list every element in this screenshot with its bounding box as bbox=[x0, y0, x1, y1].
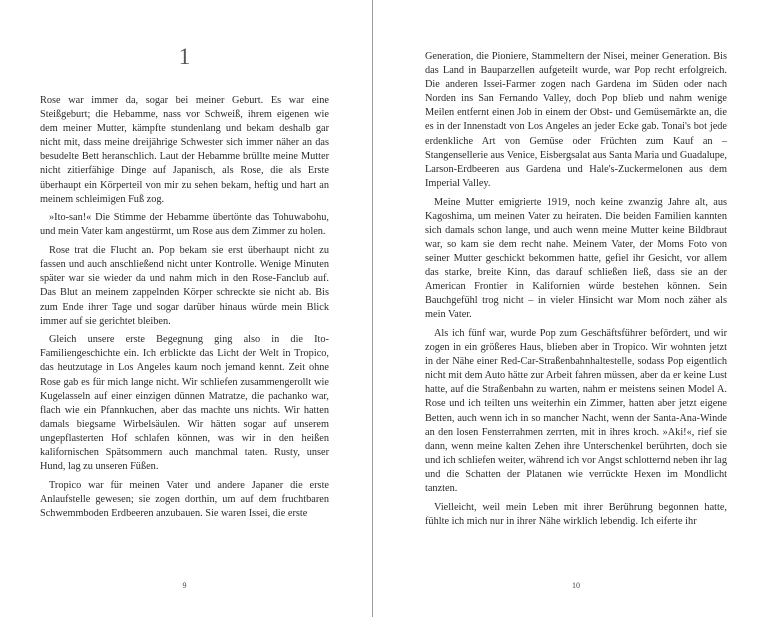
paragraph: Rose war immer da, sogar bei meiner Geburt. Es war eine Steißgeburt; die Hebamme, nass vor Schweiß, ihrem eigenen wie dem meiner Mutter, kämpfte stundenlang und bekam deshalb gar nicht mit, dass meine dreijährige Schwester sich immer näher an das besudelte Bett heranschlich. Laut der Hebamme brüllte meine Mutter nicht zitierfähige Dinge auf Japanisch, als Rose, die als Erste überhaupt ein Körperteil von mir zu sehen bekam, heftig und hart an meinem schleimigen Fuß zog. bbox=[40, 95, 329, 205]
paragraph: »Ito-san!« Die Stimme der Hebamme übertönte das Tohuwabohu, und mein Vater kam angestürmt, um Rose aus dem Zimmer zu holen. bbox=[40, 212, 329, 238]
page-gutter-divider bbox=[372, 0, 373, 617]
paragraph: Generation, die Pioniere, Stammeltern der Nisei, meiner Generation. Bis das Land in Bauparzellen aufgeteilt wurde, war Pop recht erfolgreich. Die anderen Issei-Farmer zogen nach Gardena im Süden oder nach Norden ins San Fernando Valley, doch Pop blieb und nahm wenige Meilen entfernt einen Job in einem der Obst- und Gemüsemärkte an, die es in der Innenstadt von Los Angeles an jeder Ecke gab. Tonai's bot jede erdenkliche Art von Gemüse oder Früchten zum Kauf an – Stangensellerie aus Venice, Eisbergsalat aus Santa Maria und Guadalupe, Larson-Erdbeeren aus Gardena und Hale's-Zuckermelonen aus dem Imperial Valley. bbox=[425, 51, 727, 189]
paragraph: Als ich fünf war, wurde Pop zum Geschäftsführer befördert, und wir zogen in ein größeres Haus, blieben aber in Tropico. Wir wohnten jetzt in der Nähe einer Red-Car-Straßenbahnhaltestelle, sodass Pop eigentlich nicht mit dem Auto hätte zur Arbeit fahren müssen, aber da er keine Lust hatte, auf die Straßenbahn zu warten, nahm er meistens seinen Model A. Rose und ich teilten uns weiterhin ein Zimmer, hatten aber jetzt eigene Betten, auch wenn ich in so mancher Nacht, wenn der Santa-Ana-Winde an den losen Fensterrahmen zerrten, mit in ihres kroch. »Aki!«, rief sie dann, wenn meine kalten Zehen ihre Unterschenkel berührten, doch sie und ich schliefen weiter, während ich vor Angst schlotternd neben ihr lag und die Schatten der Platanen wie verrückte Hexen im Mondlicht tanzten. bbox=[425, 327, 727, 494]
paragraph: Tropico war für meinen Vater und andere Japaner die erste Anlaufstelle gewesen; sie zogen dorthin, um auf dem fruchtbaren Schwemmboden Erdbeeren anzubauen. Sie waren Issei, die erste bbox=[40, 479, 329, 519]
page-number-left: 9 bbox=[182, 581, 187, 590]
paragraph: Rose trat die Flucht an. Pop bekam sie erst überhaupt nicht zu fassen und auch anschließend nicht unter Kontrolle. Wenige Minuten später war sie wieder da und nahm mich in den Rose-Fanclub auf. Das Blut an meinem zappelnden Körper schreckte sie nicht ab. Bis zum Ende ihrer Tage und sogar darüber hinaus würde mein Blick immer auf sie gerichtet bleiben. bbox=[40, 245, 329, 327]
left-page bbox=[40, 0, 329, 617]
paragraph: Meine Mutter emigrierte 1919, noch keine zwanzig Jahre alt, aus Kagoshima, um meinen Vater zu heiraten. Die beiden Familien kannten sich damals schon lange, und auch wenn meine Mutter keine Bildbraut war, so kam sie dem recht nahe. Meinem Vater, der Moms Foto von seiner Mutter geschickt bekommen hatte, gefiel ihr Gesicht, vor allem das starke, breite Kinn, das darauf schließen ließ, dass sie an der American Frontier in Kalifornien würde bestehen können. Sein Bauchgefühl trog nicht – in vieler Hinsicht war Mom noch zäher als mein Vater. bbox=[425, 196, 727, 321]
right-page-body bbox=[425, 50, 727, 533]
page-number-right: 10 bbox=[572, 581, 580, 590]
right-page bbox=[425, 0, 727, 617]
paragraph: Gleich unsere erste Begegnung ging also in die Ito-Familiengeschichte ein. Ich erblickte das Licht der Welt in Tropico, das heutzutage in Los Angeles kaum noch jemand kennt. Zeit ohne Rose gab es für mich lange nicht. Wir schliefen zusammengerollt wie Kugelasseln auf einer einzigen dünnen Matratze, die pachanko war, flach wie ein Pfannkuchen, aber das machte uns nichts. Wir hatten damals biegsame Wirbelsäulen. Wir hätten sogar auf unserem ungepflasterten Hof schlafen können, was wir in den heißen kalifornischen Spätsommern auch manchmal taten. Rusty, unser Hund, lag zu unseren Füßen. bbox=[40, 334, 329, 473]
chapter-number: 1 bbox=[178, 44, 191, 69]
paragraph: Vielleicht, weil mein Leben mit ihrer Berührung begonnen hatte, fühlte ich mich nur in ihrer Nähe wirklich lebendig. Ich eiferte ihr bbox=[425, 501, 727, 527]
left-page-body bbox=[40, 94, 329, 526]
